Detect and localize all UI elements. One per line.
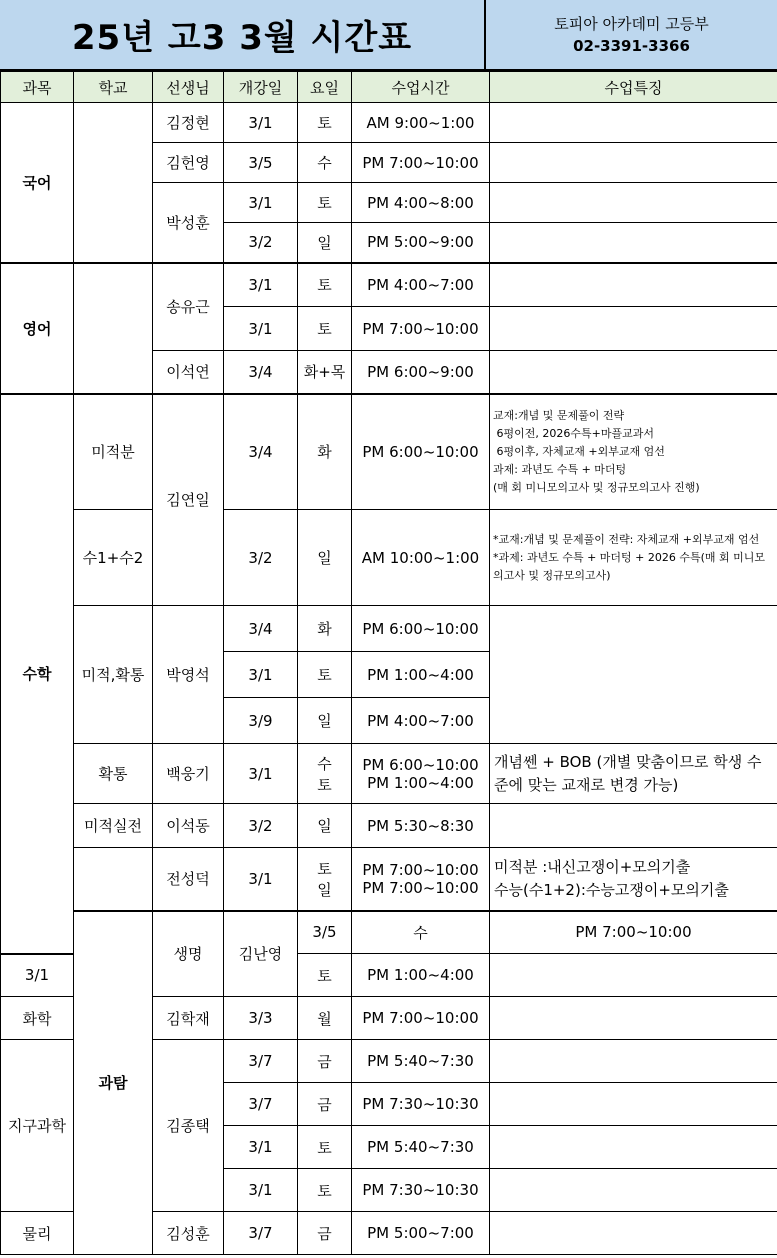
- day-cell: 화+목: [298, 351, 352, 394]
- date-cell: 3/3: [224, 997, 298, 1040]
- time-line: PM 1:00~4:00: [367, 773, 474, 792]
- feature-cell: [490, 954, 777, 997]
- feature-cell: [490, 263, 777, 307]
- time-cell: PM 5:00~9:00: [352, 223, 490, 263]
- time-cell: PM 6:00~10:00: [352, 606, 490, 652]
- table-row: [1, 606, 777, 652]
- feature-cell: [490, 804, 777, 848]
- date-cell: 3/2: [224, 804, 298, 848]
- time-cell: PM 5:30~8:30: [352, 804, 490, 848]
- time-cell: PM 4:00~7:00: [352, 263, 490, 307]
- school-cell: 미적,확통: [74, 606, 153, 744]
- subject-cell: 수학: [1, 394, 74, 954]
- time-cell: PM 7:00~10:00: [352, 307, 490, 351]
- col-header: 개강일: [224, 72, 298, 103]
- date-cell: 3/2: [224, 510, 298, 606]
- date-cell: 3/1: [224, 1126, 298, 1169]
- time-cell: PM 5:40~7:30: [352, 1126, 490, 1169]
- date-cell: 3/1: [224, 848, 298, 911]
- teacher-cell: 김성훈: [153, 1212, 224, 1255]
- feature-cell: [490, 1126, 777, 1169]
- date-cell: 3/1: [224, 744, 298, 804]
- date-cell: 3/9: [224, 698, 298, 744]
- feature-cell: [490, 1212, 777, 1255]
- col-header: 요일: [298, 72, 352, 103]
- subject-cell: 영어: [1, 263, 74, 394]
- date-cell: 3/4: [224, 394, 298, 510]
- feature-cell: [490, 997, 777, 1040]
- time-cell: PM 7:30~10:30: [352, 1169, 490, 1212]
- feature-cell: [490, 1040, 777, 1083]
- time-cell: PM 4:00~8:00: [352, 183, 490, 223]
- date-cell: 3/1: [224, 103, 298, 143]
- day-cell: 토: [298, 103, 352, 143]
- time-cell: PM 7:00~10:00: [352, 143, 490, 183]
- teacher-cell: 백웅기: [153, 744, 224, 804]
- day-cell: 토: [298, 1169, 352, 1212]
- school-cell: [74, 103, 153, 263]
- time-cell: PM 5:40~7:30: [352, 1040, 490, 1083]
- day-cell: 토: [298, 307, 352, 351]
- day-cell: 토: [298, 1126, 352, 1169]
- day-cell: 금: [298, 1083, 352, 1126]
- school-cell: 화학: [1, 997, 74, 1040]
- teacher-cell: 송유근: [153, 263, 224, 351]
- day-cell: 일: [298, 510, 352, 606]
- time-cell: AM 10:00~1:00: [352, 510, 490, 606]
- day-cell: 수: [352, 911, 490, 954]
- table-row: [1, 394, 777, 510]
- teacher-cell: 김난영: [224, 911, 298, 997]
- feature-cell: [490, 223, 777, 263]
- feature-cell: [490, 848, 777, 911]
- day-line: 토: [317, 859, 332, 878]
- subject-cell: 국어: [1, 103, 74, 263]
- col-header: 학교: [74, 72, 153, 103]
- time-line: PM 7:00~10:00: [362, 860, 479, 879]
- time-cell: PM 5:00~7:00: [352, 1212, 490, 1255]
- schedule-table: [0, 71, 777, 1255]
- day-line: 일: [317, 880, 332, 899]
- time-cell: PM 7:00~10:00: [490, 911, 777, 954]
- teacher-cell: 김연일: [153, 394, 224, 606]
- feature-cell: [490, 183, 777, 223]
- teacher-cell: 김학재: [153, 997, 224, 1040]
- date-cell: 3/5: [298, 911, 352, 954]
- teacher-cell: 김종택: [153, 1040, 224, 1212]
- table-row: [1, 804, 777, 848]
- teacher-cell: 박성훈: [153, 183, 224, 263]
- feature-line: 미적분 :내신고쟁이+모의기출: [494, 857, 691, 876]
- feature-line: 수능(수1+2):수능고쟁이+모의기출: [494, 880, 729, 899]
- teacher-cell: 박영석: [153, 606, 224, 744]
- day-cell: 금: [298, 1212, 352, 1255]
- feature-line: 6평이전, 2026수특+마플교과서: [493, 426, 654, 440]
- table-row: [1, 510, 777, 606]
- feature-cell: [490, 606, 777, 744]
- date-cell: 3/7: [224, 1212, 298, 1255]
- feature-line: 교재:개념 및 문제풀이 전략: [493, 408, 625, 422]
- school-cell: 물리: [1, 1212, 74, 1255]
- day-cell: 화: [298, 606, 352, 652]
- date-cell: 3/7: [224, 1040, 298, 1083]
- academy-info: [486, 0, 777, 69]
- day-cell: 월: [298, 997, 352, 1040]
- time-cell: PM 6:00~10:00: [352, 394, 490, 510]
- feature-cell: [490, 394, 777, 510]
- col-header: 선생님: [153, 72, 224, 103]
- school-cell: 확통: [74, 744, 153, 804]
- teacher-cell: 전성덕: [153, 848, 224, 911]
- time-cell: PM 7:30~10:30: [352, 1083, 490, 1126]
- day-cell: 금: [298, 1040, 352, 1083]
- day-line: 토: [317, 775, 332, 794]
- subject-cell: 과탐: [74, 911, 153, 1255]
- day-cell: 토: [298, 183, 352, 223]
- feature-cell: [490, 307, 777, 351]
- feature-cell: 개념쎈 + BOB (개별 맞춤이므로 학생 수준에 맞는 교재로 변경 가능): [490, 744, 777, 804]
- day-cell: 일: [298, 804, 352, 848]
- page-title: 25년 고3 3월 시간표: [0, 0, 486, 69]
- day-cell: 화: [298, 394, 352, 510]
- col-header: 과목: [1, 72, 74, 103]
- date-cell: 3/2: [224, 223, 298, 263]
- feature-cell: [490, 510, 777, 606]
- teacher-cell: 김정현: [153, 103, 224, 143]
- teacher-cell: 김헌영: [153, 143, 224, 183]
- date-cell: 3/4: [224, 606, 298, 652]
- date-cell: 3/1: [1, 954, 74, 997]
- date-cell: 3/1: [224, 307, 298, 351]
- school-cell: 생명: [153, 911, 224, 997]
- time-cell: PM 7:00~10:00: [352, 997, 490, 1040]
- feature-cell: [490, 103, 777, 143]
- academy-name: 토피아 아카데미 고등부: [554, 14, 709, 33]
- school-cell: [74, 848, 153, 911]
- time-cell: PM 1:00~4:00: [352, 652, 490, 698]
- table-row: [1, 911, 777, 954]
- table-header-row: [1, 72, 777, 103]
- time-line: PM 7:00~10:00: [362, 878, 479, 897]
- day-cell: 토: [298, 954, 352, 997]
- time-cell: PM 4:00~7:00: [352, 698, 490, 744]
- academy-phone: 02-3391-3366: [573, 36, 690, 55]
- school-cell: 수1+수2: [74, 510, 153, 606]
- school-cell: [74, 263, 153, 394]
- date-cell: 3/7: [224, 1083, 298, 1126]
- date-cell: 3/4: [224, 351, 298, 394]
- teacher-cell: 이석연: [153, 351, 224, 394]
- school-cell: 미적분: [74, 394, 153, 510]
- time-cell: [352, 744, 490, 804]
- table-row: [1, 848, 777, 911]
- feature-cell: [490, 351, 777, 394]
- day-cell: 토: [298, 652, 352, 698]
- time-line: PM 6:00~10:00: [362, 755, 479, 774]
- feature-line: *교재:개념 및 문제풀이 전략: 자체교재 +외부교재 엄선: [493, 532, 760, 546]
- date-cell: 3/5: [224, 143, 298, 183]
- time-cell: PM 6:00~9:00: [352, 351, 490, 394]
- day-cell: 일: [298, 698, 352, 744]
- teacher-cell: 이석동: [153, 804, 224, 848]
- date-cell: 3/1: [224, 1169, 298, 1212]
- day-line: 수: [317, 754, 332, 773]
- table-row: [1, 103, 777, 143]
- date-cell: 3/1: [224, 183, 298, 223]
- school-cell: 미적실전: [74, 804, 153, 848]
- col-header: 수업시간: [352, 72, 490, 103]
- school-cell: 지구과학: [1, 1040, 74, 1212]
- date-cell: 3/1: [224, 652, 298, 698]
- feature-cell: [490, 143, 777, 183]
- feature-line: *과제: 과년도 수특 + 마더텅 + 2026 수특(매 회 미니모의고사 및 정규모의고사): [493, 550, 766, 582]
- day-cell: [298, 744, 352, 804]
- feature-line: 6평이후, 자체교재 +외부교재 엄선: [493, 444, 665, 458]
- feature-cell: [490, 1083, 777, 1126]
- day-cell: [298, 848, 352, 911]
- feature-line: 과제: 과년도 수특 + 마더텅: [493, 462, 627, 476]
- time-cell: [352, 848, 490, 911]
- table-row: [1, 263, 777, 307]
- table-row: [1, 744, 777, 804]
- day-cell: 일: [298, 223, 352, 263]
- feature-cell: [490, 1169, 777, 1212]
- date-cell: 3/1: [224, 263, 298, 307]
- day-cell: 수: [298, 143, 352, 183]
- col-header: 수업특징: [490, 72, 777, 103]
- day-cell: 토: [298, 263, 352, 307]
- time-cell: PM 1:00~4:00: [352, 954, 490, 997]
- header: [0, 0, 777, 71]
- feature-line: (매 회 미니모의고사 및 정규모의고사 진행): [493, 480, 700, 494]
- time-cell: AM 9:00~1:00: [352, 103, 490, 143]
